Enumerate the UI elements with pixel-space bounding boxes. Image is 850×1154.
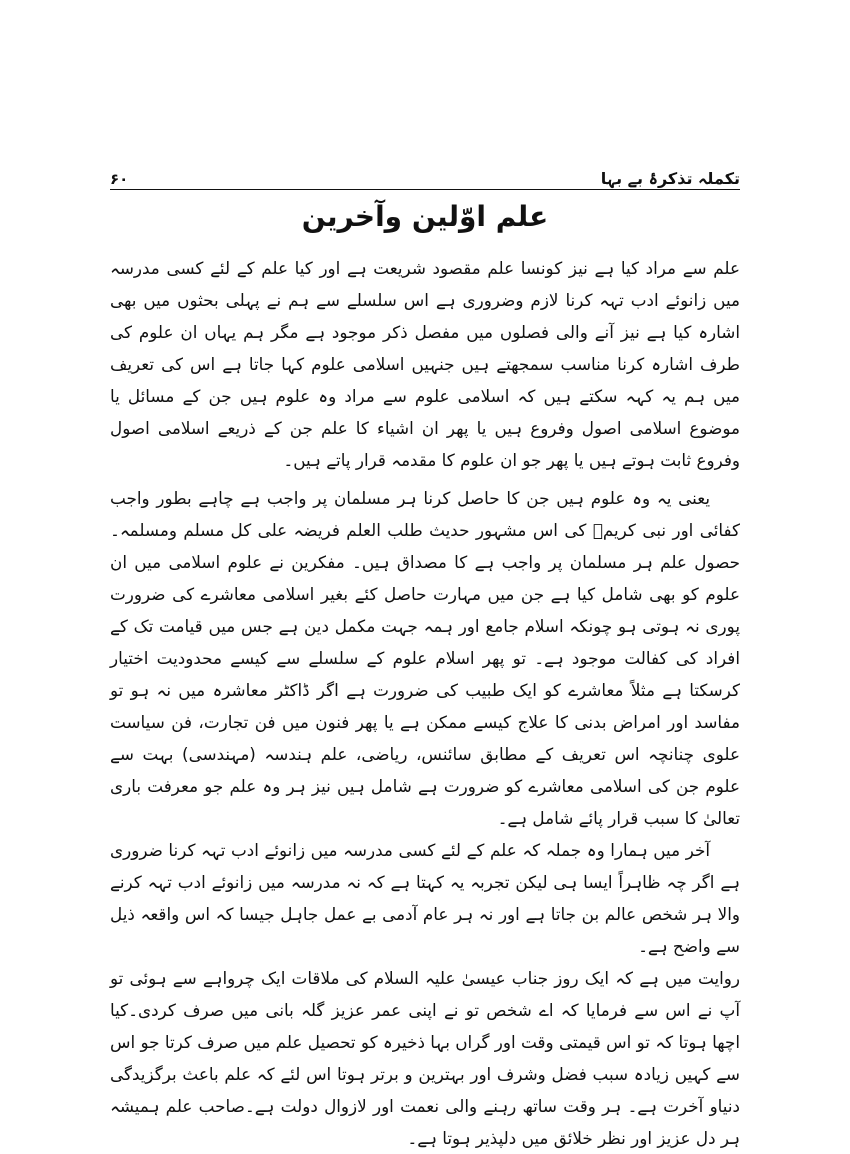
body-text: [110, 252, 740, 1154]
page-header: [110, 158, 740, 188]
page-number: ۶۰: [110, 170, 129, 188]
running-title: تکملہ تذکرۂ بے بہا: [600, 169, 740, 188]
header-divider: [110, 189, 740, 190]
paragraph-2: یعنی یہ وہ علوم ہیں جن کا حاصل کرنا ہر مسلمان پر واجب ہے چاہے بطور واجب کفائی اور نبی کریمؐ کی اس مشہور حدیث طلب العلم فریضہ علی کل مسلم ومسلمہ۔حصول علم ہر مسلمان پر واجب ہے کا مصداق ہیں۔ مفکرین نے علوم اسلامی میں ان علوم کو بھی شامل کیا ہے جن میں مہارت حاصل کئے بغیر اسلامی معاشرے کی ضرورت پوری نہ ہوتی ہو چونکہ اسلام جامع اور ہمہ جہت مکمل دین ہے جس میں قیامت تک کے افراد کی کفالت موجود ہے۔ تو پھر اسلام علوم کے سلسلے سے کیسے محدودیت اختیار کرسکتا ہے مثلاً معاشرے کو ایک طبیب کی ضرورت ہے اگر ڈاکٹر معاشرہ میں نہ ہو تو مفاسد اور امراض بدنی کا علاج کیسے ممکن ہے یا پھر فنون میں فن تجارت، فن سیاست علوی چنانچہ اس تعریف کے مطابق سائنس، ریاضی، علم ہندسہ (مہندسی) بہت سے علوم جن کی اسلامی معاشرے کو ضرورت ہے شامل ہیں نیز ہر وہ علم جو معرفت باری تعالیٰ کا سبب قرار پائے شامل ہے۔: [110, 488, 740, 828]
paragraph-1: علم سے مراد کیا ہے نیز کونسا علم مقصود شریعت ہے اور کیا علم کے لئے کسی مدرسہ میں زانوئے ادب تہہ کرنا لازم وضروری ہے اس سلسلے سے ہم نے پہلی بحثوں میں بھی اشارہ کیا ہے نیز آنے والی فصلوں میں مفصل ذکر موجود ہے مگر ہم یہاں ان علوم کی طرف اشارہ کرنا مناسب سمجھتے ہیں جنہیں اسلامی علوم کہا جاتا ہے اس کی تعریف میں ہم یہ کہہ سکتے ہیں کہ اسلامی علوم سے مراد وہ علوم ہیں جن کے مسائل یا موضوع اسلامی اصول وفروع ہیں یا پھر ان اشیاء کا علم جن کے ذریعے اسلامی اصول وفروع ثابت ہوتے ہیں یا پھر جو ان علوم کا مقدمہ قرار پاتے ہیں۔: [110, 258, 740, 470]
paragraph-4: روایت میں ہے کہ ایک روز جناب عیسیٰ علیہ السلام کی ملاقات ایک چرواہے سے ہوئی تو آپ نے اس سے فرمایا کہ اے شخص تو نے اپنی عمر عزیز گلہ بانی میں صرف کردی۔کیا اچھا ہوتا کہ تو اس قیمتی وقت اور گراں بہا ذخیرہ کو تحصیل علم میں صرف کرتا جو اس سے کہیں زیادہ سبب فضل وشرف اور بہترین و برتر ہوتا اس لئے کہ علم باعث برگزیدگی دنیاو آخرت ہے۔ ہر وقت ساتھ رہنے والی نعمت اور لازوال دولت ہے۔صاحب علم ہمیشہ ہر دل عزیز اور نظر خلائق میں دلپذیر ہوتا ہے۔: [110, 968, 740, 1148]
chapter-title: علم اوّلین وآخرین: [301, 200, 549, 233]
paragraph-3: آخر میں ہمارا وہ جملہ کہ علم کے لئے کسی مدرسہ میں زانوئے ادب تہہ کرنا ضروری ہے اگر چہ ظاہراً ایسا ہی لیکن تجربہ یہ کہتا ہے کہ نہ مدرسہ میں زانوئے ادب تہہ کرنے والا ہر شخص عالم بن جاتا ہے اور نہ ہر عام آدمی بے عمل جاہل جیسا کہ اس واقعہ ذیل سے واضح ہے۔: [110, 840, 740, 956]
